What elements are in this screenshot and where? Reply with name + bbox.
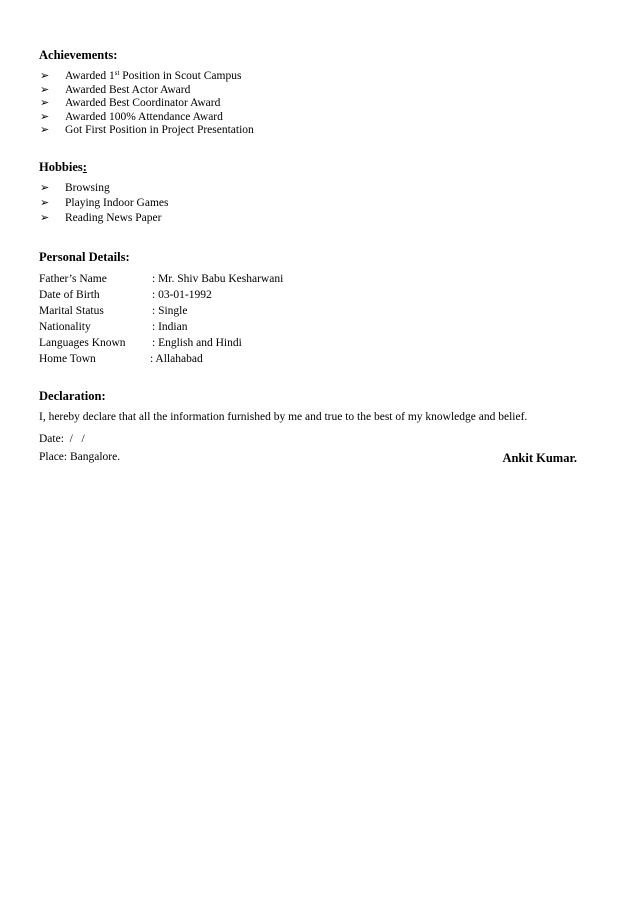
personal-details-heading: Personal Details: (39, 250, 130, 264)
detail-row-date-of-birth: Date of Birth : 03-01-1992 (39, 289, 212, 301)
detail-row-marital-status: Marital Status : Single (39, 305, 188, 317)
hobbies-heading: Hobbies: (39, 160, 87, 174)
hobbies-list (40, 180, 168, 225)
achievements-list (40, 69, 254, 137)
detail-row-father-name: Father’s Name : Mr. Shiv Babu Kesharwani (39, 273, 284, 285)
date-line (39, 433, 85, 445)
arrow-bullet-icon: ➢ (40, 181, 50, 194)
arrow-bullet-icon: ➢ (40, 96, 50, 109)
declaration-text: I, hereby declare that all the information furnished by me and true to the best of my knowledge and belief. (39, 411, 528, 423)
signature-name: Ankit Kumar. (502, 451, 577, 465)
detail-row-home-town: Home Town : Allahabad (39, 353, 203, 365)
list-item: ➢ Awarded 100% Attendance Award (40, 109, 223, 123)
detail-row-languages: Languages Known : English and Hindi (39, 337, 242, 349)
list-item: ➢ Awarded Best Actor Award (40, 82, 191, 96)
declaration-heading: Declaration: (39, 389, 106, 403)
arrow-bullet-icon: ➢ (40, 109, 50, 123)
place-line: Place: Bangalore. (39, 451, 121, 463)
list-item: ➢ Playing Indoor Games (40, 196, 169, 209)
detail-row-nationality: Nationality : Indian (39, 321, 188, 333)
list-item: ➢ Reading News Paper (40, 211, 162, 224)
date-label: Date: (39, 433, 64, 445)
date-value: / / (63, 433, 85, 445)
achievements-heading: Achievements: (39, 48, 118, 62)
arrow-bullet-icon: ➢ (40, 123, 50, 136)
list-item: ➢ Got First Position in Project Presentation (40, 123, 254, 136)
list-item: ➢ Awarded 1st Position in Scout Campus (40, 69, 242, 82)
list-item: ➢ Awarded Best Coordinator Award (40, 96, 221, 109)
arrow-bullet-icon: ➢ (40, 211, 50, 224)
arrow-bullet-icon: ➢ (40, 69, 50, 82)
arrow-bullet-icon: ➢ (40, 196, 50, 209)
list-item: ➢ Browsing (40, 181, 110, 194)
arrow-bullet-icon: ➢ (40, 82, 50, 96)
